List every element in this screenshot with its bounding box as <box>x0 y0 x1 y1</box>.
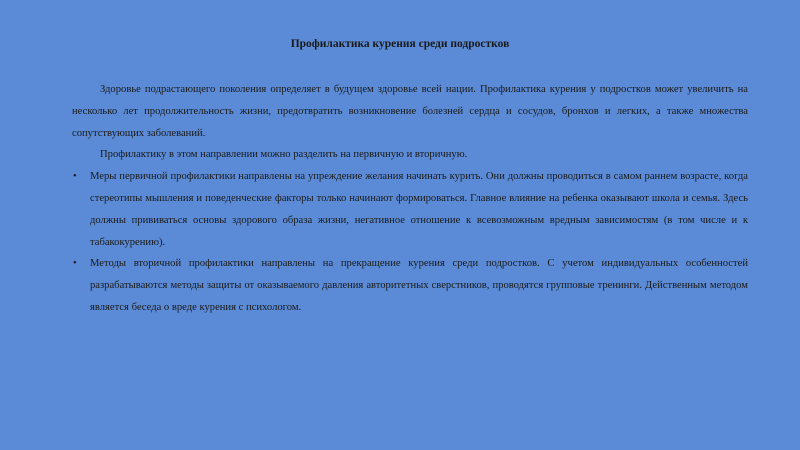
paragraph-intro: Здоровье подрастающего поколения определяет в будущем здоровье всей нации. Профилактика курения у подростков может увеличить на несколько лет продолжительность жизни, предотвратить возникновение болезней сердца и сосудов, бронхов и легких, а также множества сопутствующих заболеваний. <box>72 84 748 139</box>
paragraph-division: Профилактику в этом направлении можно разделить на первичную и вторичную. <box>100 149 468 161</box>
bullet-icon: • <box>73 171 77 183</box>
bullet-icon: • <box>73 258 77 270</box>
list-item-text: Меры первичной профилактики направлены на упреждение желания начинать курить. Они должны проводиться в самом раннем возрасте, когда стереотипы мышления и поведенческие факторы только начинают формироваться. Главное влияние на ребенка оказывают школа и семья. Здесь должны прививаться основы здорового образа жизни, негативное отношение к всевозможным вредным зависимостям (в том числе и к табакокурению). <box>90 171 748 248</box>
list-item-text: Методы вторичной профилактики направлены на прекращение курения среди подростков. С учетом индивидуальных особенностей разрабатываются методы защиты от оказываемого давления авторитетных сверстников, проводятся групповые тренинги. Действенным методом является беседа о вреде курения с психологом. <box>90 258 748 313</box>
slide-title: Профилактика курения среди подростков <box>290 38 510 50</box>
list-item-primary-prevention <box>72 166 748 253</box>
list-item-secondary-prevention <box>72 253 748 318</box>
slide-body <box>72 79 748 319</box>
